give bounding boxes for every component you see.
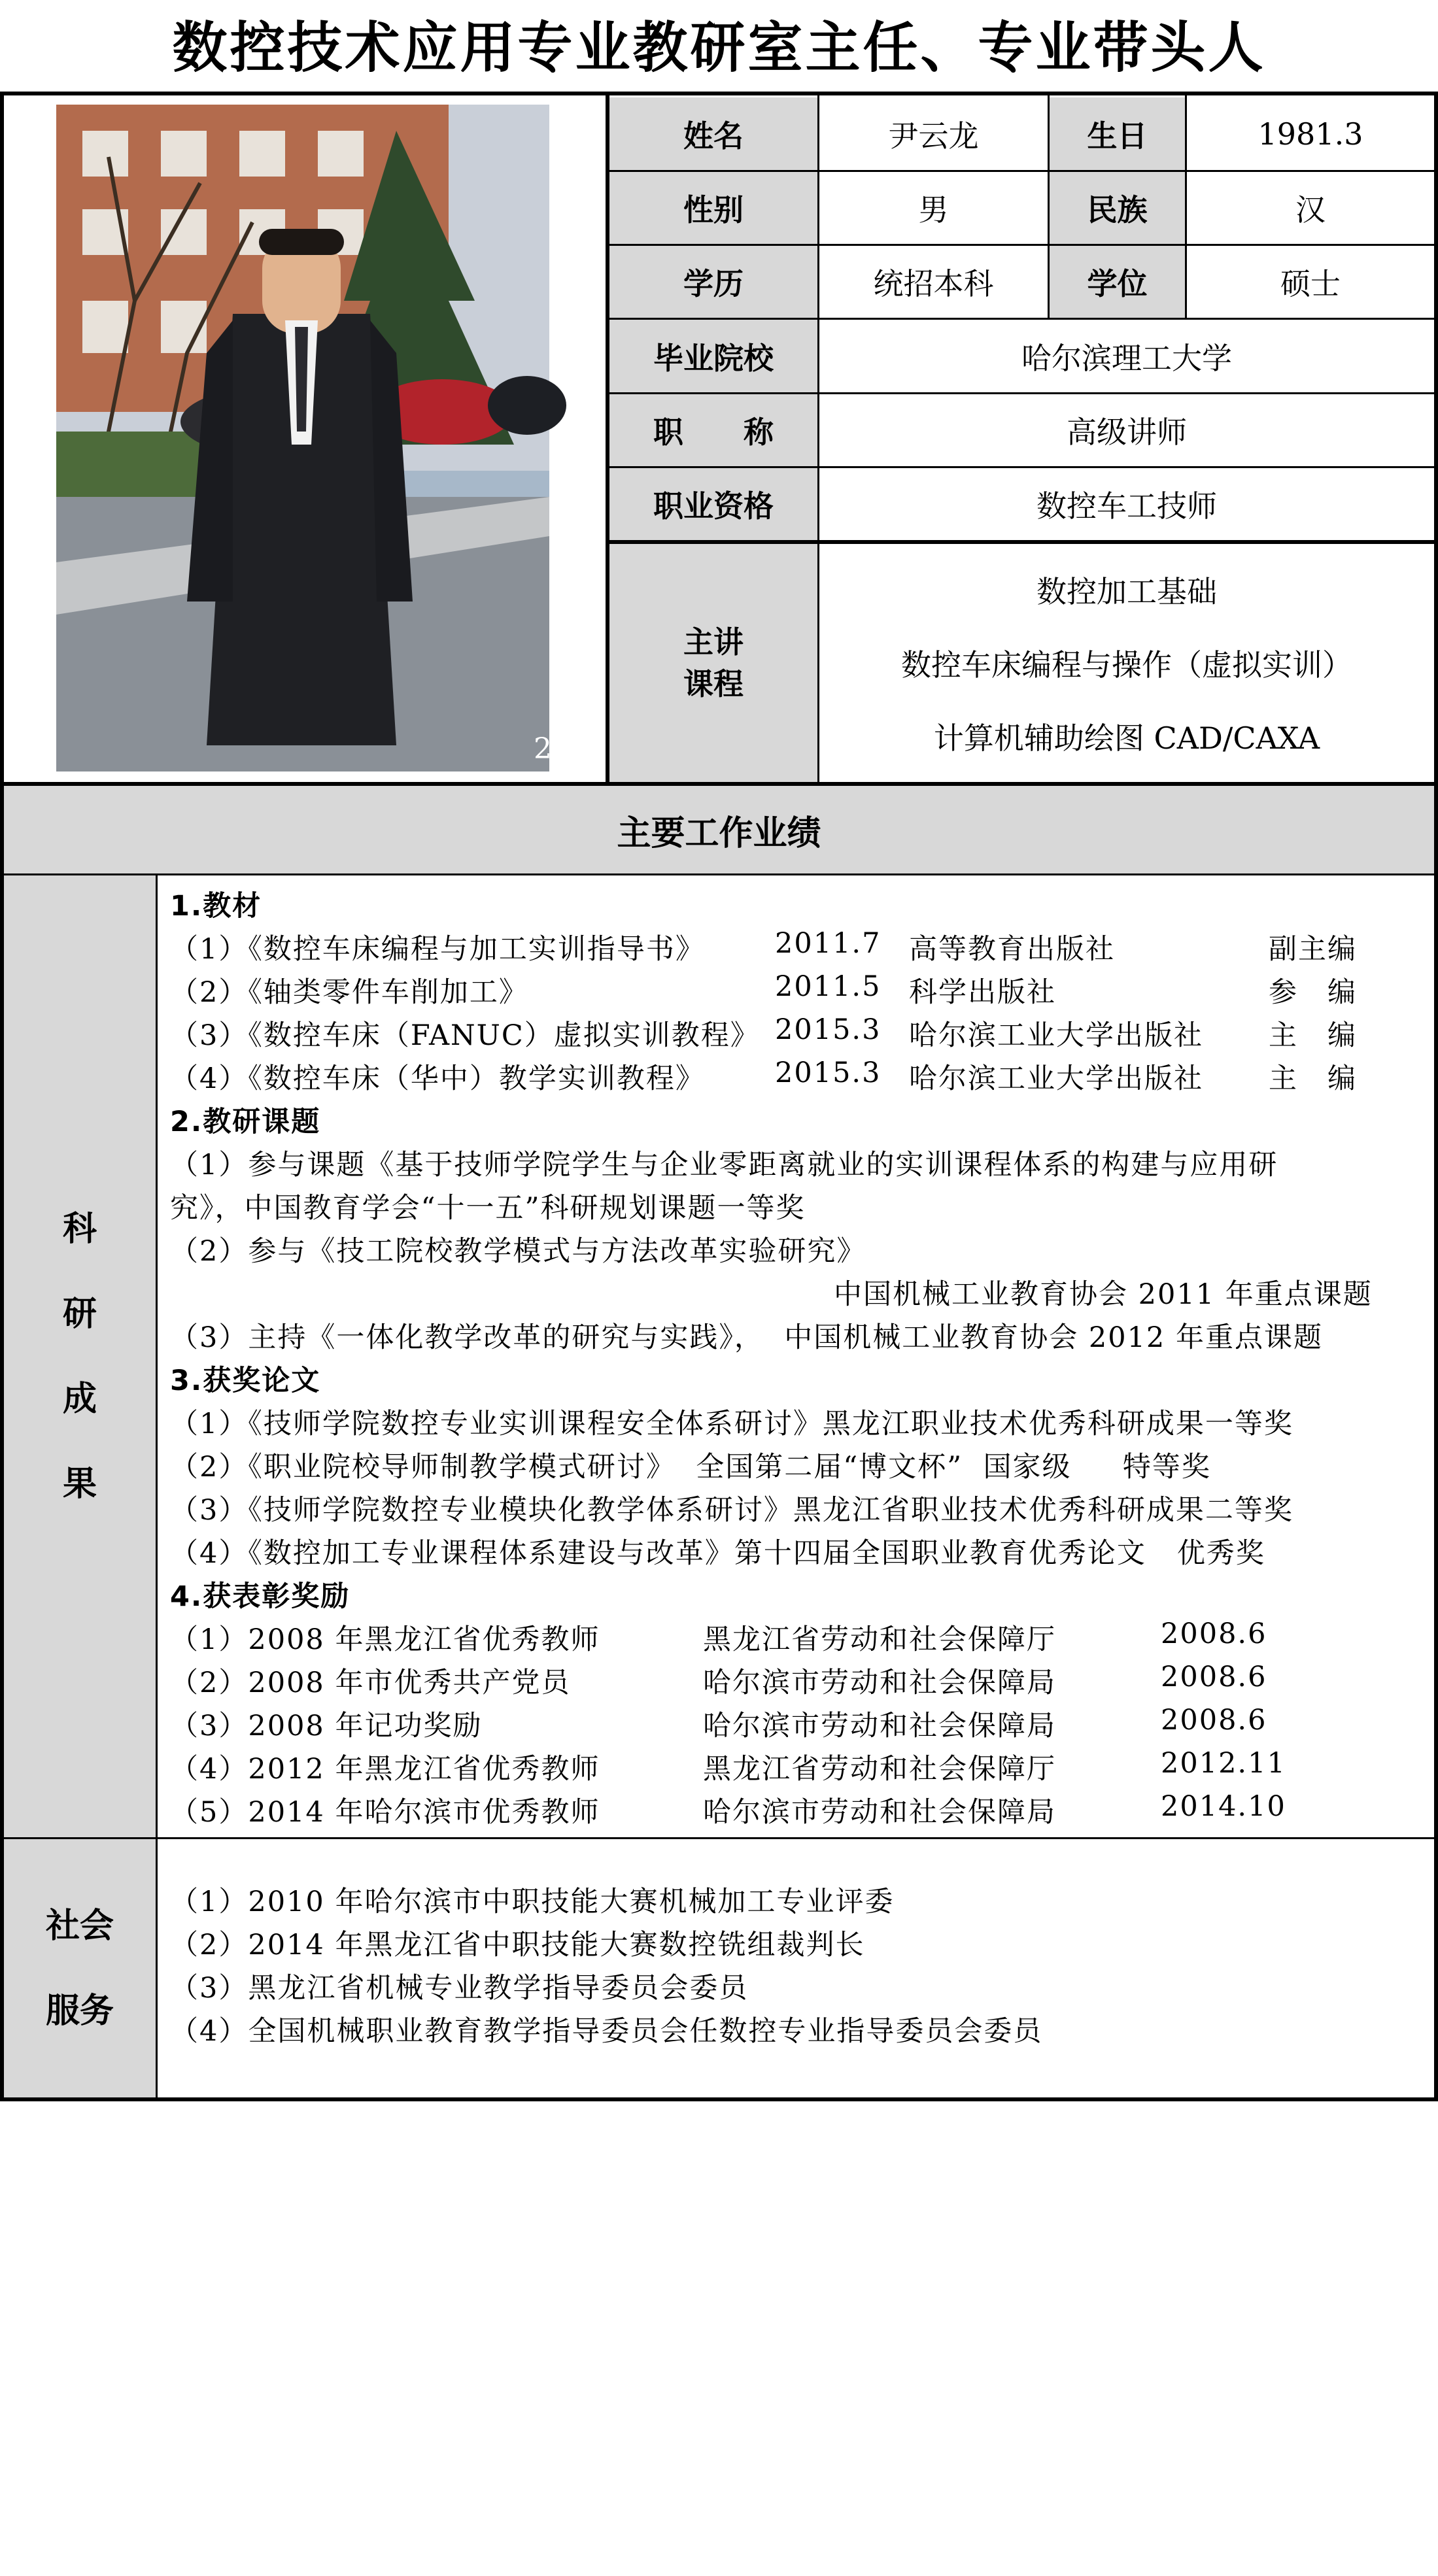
side-char: 科 bbox=[62, 1209, 97, 1249]
honor-date: 2008.6 bbox=[1161, 1704, 1267, 1737]
book-role: 参 编 bbox=[1269, 976, 1357, 1009]
topic-line: 中国机械工业教育协会 2011 年重点课题 bbox=[834, 1278, 1373, 1311]
courses-label-line: 课程 bbox=[683, 666, 744, 702]
book-date: 2015.3 bbox=[775, 1013, 882, 1046]
book-date: 2015.3 bbox=[775, 1057, 882, 1089]
ethnicity-value: 汉 bbox=[1295, 192, 1326, 228]
qualification-value: 数控车工技师 bbox=[1036, 488, 1217, 524]
gender-value: 男 bbox=[918, 192, 949, 228]
book-title: （4）《数控车床（华中）教学实训教程》 bbox=[170, 1062, 705, 1095]
honor-org: 哈尔滨市劳动和社会保障局 bbox=[703, 1667, 1056, 1699]
birth-value: 1981.3 bbox=[1258, 116, 1363, 152]
service-item: （3）黑龙江省机械专业教学指导委员会委员 bbox=[170, 1972, 749, 2005]
honor-title: （1）2008 年黑龙江省优秀教师 bbox=[170, 1623, 600, 1656]
book-publisher: 哈尔滨工业大学出版社 bbox=[909, 1019, 1203, 1052]
book-publisher: 高等教育出版社 bbox=[909, 933, 1115, 966]
photo-stamp: 2 bbox=[534, 732, 552, 766]
service-side-label bbox=[4, 1839, 156, 2097]
honor-title: （2）2008 年市优秀共产党员 bbox=[170, 1667, 571, 1699]
honor-date: 2008.6 bbox=[1161, 1661, 1267, 1693]
service-item: （2）2014 年黑龙江省中职技能大赛数控铣组裁判长 bbox=[170, 1929, 865, 1961]
book-publisher: 科学出版社 bbox=[909, 976, 1056, 1009]
course-item: 数控加工基础 bbox=[1036, 574, 1217, 609]
achievements-header: 主要工作业绩 bbox=[4, 786, 1434, 873]
side-char: 成 bbox=[62, 1379, 97, 1419]
section-heading: 3.获奖论文 bbox=[170, 1364, 321, 1397]
birth-label: 生日 bbox=[1050, 97, 1185, 170]
side-char: 研 bbox=[62, 1294, 97, 1334]
school-value: 哈尔滨理工大学 bbox=[1021, 340, 1232, 376]
paper-line: （2）《职业院校导师制教学模式研讨》 全国第二届“博文杯” 国家级 特等奖 bbox=[170, 1451, 1211, 1483]
portrait-photo bbox=[56, 105, 552, 771]
courses-list bbox=[819, 544, 1434, 782]
paper-line: （4）《数控加工专业课程体系建设与改革》第十四届全国职业教育优秀论文 优秀奖 bbox=[170, 1537, 1265, 1570]
section-heading: 1.教材 bbox=[170, 890, 262, 923]
honor-title: （5）2014 年哈尔滨市优秀教师 bbox=[170, 1796, 600, 1829]
book-role: 副主编 bbox=[1269, 933, 1357, 966]
name-value: 尹云龙 bbox=[888, 118, 979, 154]
side-char: 服务 bbox=[45, 1991, 114, 2031]
honor-date: 2014.10 bbox=[1161, 1790, 1286, 1823]
title-label: 职 称 bbox=[609, 394, 817, 466]
research-content bbox=[170, 876, 1432, 1837]
honor-title: （4）2012 年黑龙江省优秀教师 bbox=[170, 1753, 600, 1786]
book-publisher: 哈尔滨工业大学出版社 bbox=[909, 1062, 1203, 1095]
grid-line bbox=[156, 873, 158, 2101]
honor-org: 哈尔滨市劳动和社会保障局 bbox=[703, 1796, 1056, 1829]
courses-label-line: 主讲 bbox=[683, 624, 744, 660]
topic-line: 究》，中国教育学会“十一五”科研规划课题一等奖 bbox=[170, 1192, 806, 1225]
ethnicity-label: 民族 bbox=[1050, 172, 1185, 244]
honor-org: 黑龙江省劳动和社会保障厅 bbox=[703, 1623, 1056, 1656]
qualification-label: 职业资格 bbox=[609, 468, 817, 540]
honor-org: 黑龙江省劳动和社会保障厅 bbox=[703, 1753, 1056, 1786]
topic-line: （2）参与《技工院校教学模式与方法改革实验研究》 bbox=[170, 1235, 866, 1268]
degree-value: 硕士 bbox=[1280, 266, 1341, 301]
book-date: 2011.5 bbox=[775, 970, 882, 1003]
courses-label bbox=[609, 544, 817, 782]
topic-line: （1）参与课题《基于技师学院学生与企业零距离就业的实训课程体系的构建与应用研 bbox=[170, 1149, 1278, 1181]
honor-date: 2012.11 bbox=[1161, 1747, 1286, 1780]
course-item: 数控车床编程与操作（虚拟实训） bbox=[901, 647, 1352, 683]
education-label: 学历 bbox=[609, 246, 817, 318]
book-title: （1）《数控车床编程与加工实训指导书》 bbox=[170, 933, 705, 966]
grid-line bbox=[0, 873, 1438, 875]
side-char: 社会 bbox=[45, 1906, 114, 1946]
paper-line: （3）《技师学院数控专业模块化教学体系研讨》黑龙江省职业技术优秀科研成果二等奖 bbox=[170, 1494, 1293, 1527]
degree-label: 学位 bbox=[1050, 246, 1185, 318]
side-char: 果 bbox=[62, 1464, 97, 1504]
education-value: 统招本科 bbox=[873, 266, 994, 301]
section-heading: 4.获表彰奖励 bbox=[170, 1580, 351, 1613]
topic-line: （3）主持《一体化教学改革的研究与实践》， 中国机械工业教育协会 2012 年重点课题 bbox=[170, 1321, 1323, 1354]
gender-label: 性别 bbox=[609, 172, 817, 244]
book-role: 主 编 bbox=[1269, 1062, 1357, 1095]
section-heading: 2.教研课题 bbox=[170, 1106, 321, 1138]
book-role: 主 编 bbox=[1269, 1019, 1357, 1052]
book-title: （2）《轴类零件车削加工》 bbox=[170, 976, 528, 1009]
honor-title: （3）2008 年记功奖励 bbox=[170, 1710, 483, 1742]
name-label: 姓名 bbox=[609, 97, 817, 170]
page-title: 数控技术应用专业教研室主任、专业带头人 bbox=[172, 16, 1266, 80]
course-item: 计算机辅助绘图 CAD/CAXA bbox=[933, 720, 1320, 756]
honor-org: 哈尔滨市劳动和社会保障局 bbox=[703, 1710, 1056, 1742]
research-side-label bbox=[4, 875, 156, 1837]
title-value: 高级讲师 bbox=[1067, 415, 1187, 450]
service-item: （1）2010 年哈尔滨市中职技能大赛机械加工专业评委 bbox=[170, 1886, 895, 1918]
book-date: 2011.7 bbox=[775, 927, 882, 960]
service-item: （4）全国机械职业教育教学指导委员会任数控专业指导委员会委员 bbox=[170, 2015, 1043, 2048]
school-label: 毕业院校 bbox=[609, 320, 817, 392]
service-content bbox=[170, 1839, 1432, 2097]
honor-date: 2008.6 bbox=[1161, 1618, 1267, 1650]
paper-line: （1）《技师学院数控专业实训课程安全体系研讨》黑龙江职业技术优秀科研成果一等奖 bbox=[170, 1408, 1293, 1440]
book-title: （3）《数控车床（FANUC）虚拟实训教程》 bbox=[170, 1019, 760, 1052]
